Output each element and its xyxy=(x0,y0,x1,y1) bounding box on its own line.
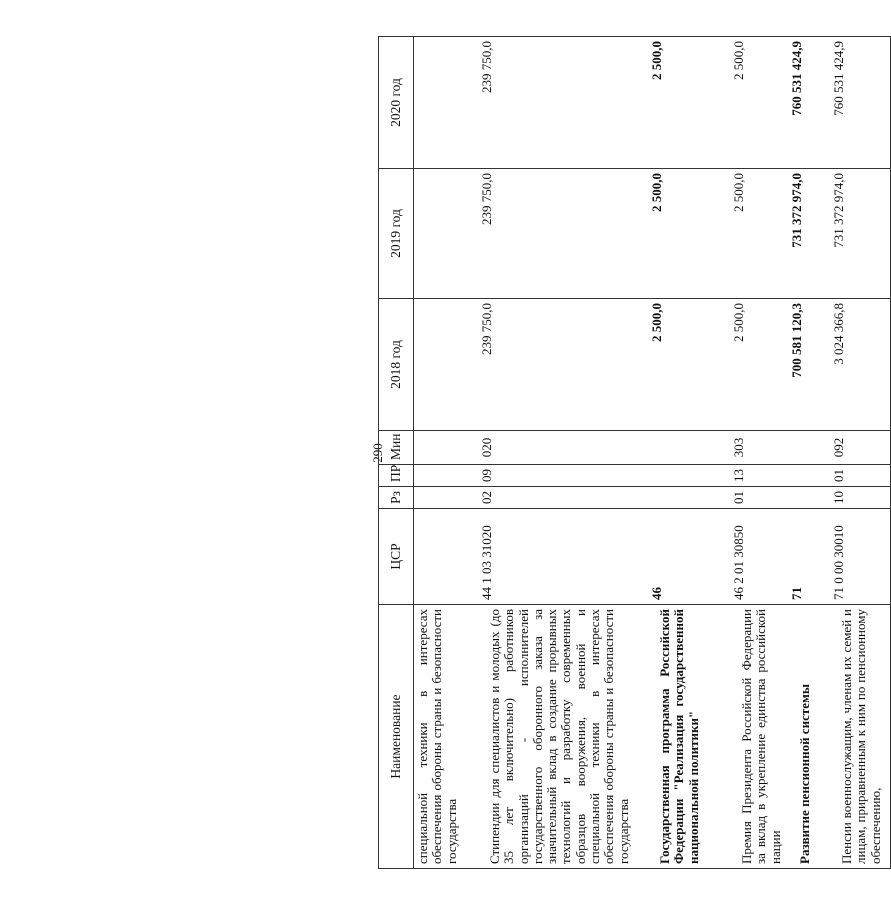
table-row xyxy=(648,37,730,869)
row-2019: 2 500,0 xyxy=(730,169,788,299)
row-2019 xyxy=(414,169,479,299)
table-row xyxy=(830,37,891,869)
header-min: Мин xyxy=(379,431,414,465)
row-rz: 10 xyxy=(830,487,891,509)
row-csr: 46 2 01 30850 xyxy=(730,509,788,605)
table-row xyxy=(414,37,479,869)
header-csr: ЦСР xyxy=(379,509,414,605)
row-pr: 13 xyxy=(730,465,788,487)
row-min xyxy=(648,431,730,465)
row-2020: 760 531 424,9 xyxy=(788,37,830,169)
row-csr: 46 xyxy=(648,509,730,605)
table-row xyxy=(788,37,830,869)
row-2019: 239 750,0 xyxy=(478,169,648,299)
row-2018: 2 500,0 xyxy=(648,299,730,431)
row-2019: 731 372 974,0 xyxy=(788,169,830,299)
row-csr: 44 1 03 31020 xyxy=(478,509,648,605)
table-header-row xyxy=(379,37,414,869)
row-name: Государственная программа Российской Федерации "Реализация государственной национальной политики" xyxy=(648,605,730,869)
row-min xyxy=(788,431,830,465)
table-row xyxy=(730,37,788,869)
header-pr: ПР xyxy=(379,465,414,487)
row-csr: 71 0 00 30010 xyxy=(830,509,891,605)
row-name: Развитие пенсионной системы xyxy=(788,605,830,869)
row-2020: 2 500,0 xyxy=(648,37,730,169)
budget-table xyxy=(378,36,891,869)
row-2018: 2 500,0 xyxy=(730,299,788,431)
table-row xyxy=(478,37,648,869)
row-pr xyxy=(788,465,830,487)
row-2020: 239 750,0 xyxy=(478,37,648,169)
row-2018: 3 024 366,8 xyxy=(830,299,891,431)
header-rz: Рз xyxy=(379,487,414,509)
row-name: специальной техники в интересах обеспечения обороны страны и безопасности государства xyxy=(414,605,479,869)
row-2018: 700 581 120,3 xyxy=(788,299,830,431)
header-2019: 2019 год xyxy=(379,169,414,299)
row-pr xyxy=(648,465,730,487)
row-2020: 760 531 424,9 xyxy=(830,37,891,169)
header-name: Наименование xyxy=(379,605,414,869)
row-2018: 239 750,0 xyxy=(478,299,648,431)
row-name: Премия Президента Российской Федерации за вклад в укрепление единства российской нации xyxy=(730,605,788,869)
row-name: Стипендии для специалистов и молодых (до 35 лет включительно) работников организаций - исполнителей государственного оборонного заказа за значительный вклад в создание прорывных технологий и разработку современных образцов вооружения, военной и специальной техники в интересах обеспечения обороны страны и безопасности государства xyxy=(478,605,648,869)
row-pr xyxy=(414,465,479,487)
row-rz xyxy=(788,487,830,509)
row-2019: 2 500,0 xyxy=(648,169,730,299)
row-min: 303 xyxy=(730,431,788,465)
row-rz xyxy=(414,487,479,509)
header-2020: 2020 год xyxy=(379,37,414,169)
row-2020 xyxy=(414,37,479,169)
row-rz: 01 xyxy=(730,487,788,509)
row-2018 xyxy=(414,299,479,431)
row-rz xyxy=(648,487,730,509)
row-name: Пенсии военнослужащим, членам их семей и лицам, приравненным к ним по пенсионному обеспечению, xyxy=(830,605,891,869)
row-2019: 731 372 974,0 xyxy=(830,169,891,299)
row-csr xyxy=(414,509,479,605)
row-min xyxy=(414,431,479,465)
row-2020: 2 500,0 xyxy=(730,37,788,169)
row-min: 092 xyxy=(830,431,891,465)
row-rz: 02 xyxy=(478,487,648,509)
row-min: 020 xyxy=(478,431,648,465)
page-number: 290 xyxy=(370,443,385,463)
row-csr: 71 xyxy=(788,509,830,605)
row-pr: 09 xyxy=(478,465,648,487)
row-pr: 01 xyxy=(830,465,891,487)
header-2018: 2018 год xyxy=(379,299,414,431)
